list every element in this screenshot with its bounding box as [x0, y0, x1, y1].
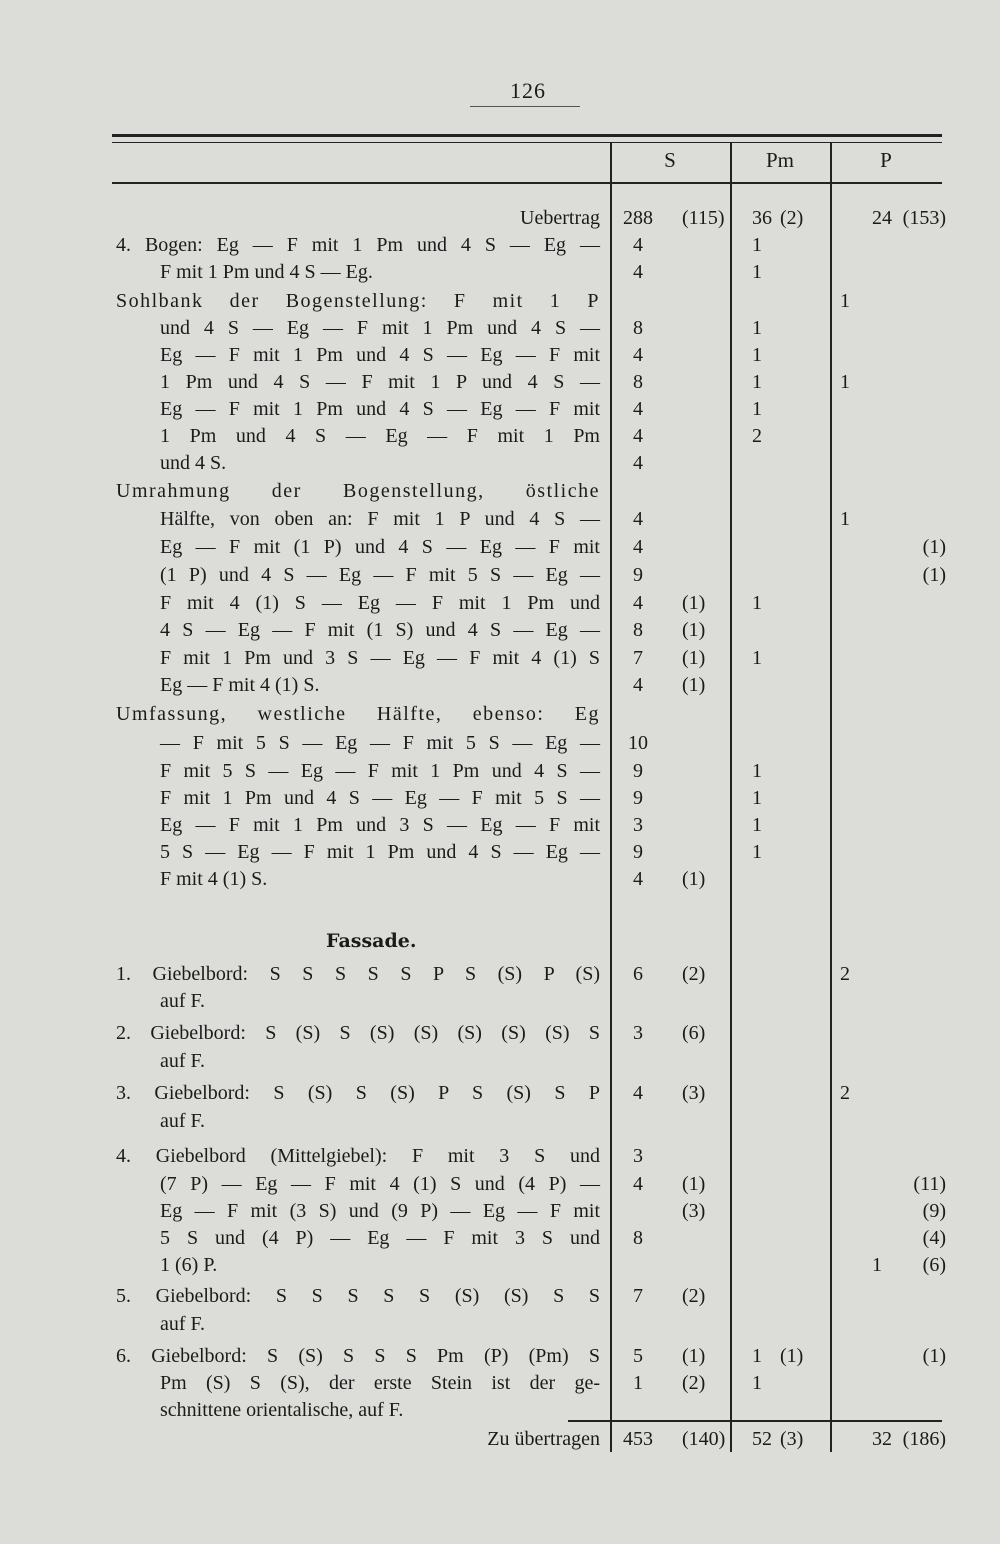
row-description: (7 P) — Eg — F mit 4 (1) S und (4 P) — [160, 1173, 600, 1195]
cell-s: 4 [633, 508, 643, 530]
cell-s: 9 [633, 787, 643, 809]
page-number-rule [470, 106, 580, 107]
cell-pm: 1 [752, 592, 762, 614]
cell-p: 24 [872, 207, 892, 229]
cell-s: 6 [633, 963, 643, 985]
cell-sp: (1) [682, 868, 706, 890]
row-description: F mit 5 S — Eg — F mit 1 Pm und 4 S — [160, 760, 600, 782]
column-header-pm: Pm [765, 148, 794, 172]
row-description: Zu übertragen [487, 1428, 600, 1450]
cell-s: 4 [633, 261, 643, 283]
row-description: 4 S — Eg — F mit (1 S) und 4 S — Eg — [160, 619, 600, 641]
row-description: auf F. [160, 1050, 206, 1072]
cell-pp: (1) [922, 536, 946, 558]
row-description: 1 (6) P. [160, 1254, 218, 1276]
cell-p: 2 [840, 1082, 850, 1104]
cell-s: 9 [633, 564, 643, 586]
cell-pm: 1 [752, 647, 762, 669]
cell-pmp: (2) [780, 207, 804, 229]
row-description: Eg — F mit 1 Pm und 4 S — Eg — F mit [160, 398, 600, 420]
cell-p: 1 [840, 290, 850, 312]
cell-s: 4 [633, 452, 643, 474]
cell-s: 4 [633, 592, 643, 614]
row-description: 6. Giebelbord: S (S) S S S Pm (P) (Pm) S [116, 1345, 600, 1367]
cell-p: 2 [840, 963, 850, 985]
row-description: 3. Giebelbord: S (S) S (S) P S (S) S P [116, 1082, 600, 1104]
row-description: Sohlbank der Bogenstellung: F mit 1 P [116, 290, 600, 312]
cell-s: 4 [633, 1173, 643, 1195]
cell-pm: 1 [752, 234, 762, 256]
row-description: Hälfte, von oben an: F mit 1 P und 4 S — [160, 508, 600, 530]
cell-pp: (186) [902, 1428, 946, 1450]
cell-s: 4 [633, 398, 643, 420]
cell-s: 3 [633, 814, 643, 836]
cell-pm: 1 [752, 814, 762, 836]
column-divider-s [610, 142, 612, 1452]
cell-pp: (9) [922, 1200, 946, 1222]
total-rule [568, 1420, 942, 1422]
cell-pmp: (3) [780, 1428, 804, 1450]
cell-pm: 1 [752, 1372, 762, 1394]
cell-s: 8 [633, 371, 643, 393]
row-description: F mit 4 (1) S. [160, 868, 268, 890]
row-description: auf F. [160, 1110, 206, 1132]
cell-pp: (1) [922, 564, 946, 586]
cell-s: 4 [633, 1082, 643, 1104]
cell-pm: 2 [752, 425, 762, 447]
cell-s: 4 [633, 536, 643, 558]
cell-pp: (6) [922, 1254, 946, 1276]
cell-sp: (1) [682, 1173, 706, 1195]
cell-pm: 36 [752, 207, 772, 229]
cell-s: 4 [633, 344, 643, 366]
row-description: schnittene orientalische, auf F. [160, 1399, 404, 1421]
cell-p: 1 [840, 371, 850, 393]
cell-s: 4 [633, 425, 643, 447]
row-description: und 4 S. [160, 452, 227, 474]
row-description: auf F. [160, 1313, 206, 1335]
cell-s: 7 [633, 1285, 643, 1307]
cell-pp: (4) [922, 1227, 946, 1249]
cell-sp: (6) [682, 1022, 706, 1044]
row-description: F mit 1 Pm und 3 S — Eg — F mit 4 (1) S [160, 647, 600, 669]
cell-pm: 1 [752, 398, 762, 420]
cell-pm: 52 [752, 1428, 772, 1450]
cell-sp: (1) [682, 647, 706, 669]
row-description: Eg — F mit 1 Pm und 4 S — Eg — F mit [160, 344, 600, 366]
column-header-p: P [880, 148, 892, 172]
column-header-s: S [664, 148, 676, 172]
cell-sp: (3) [682, 1200, 706, 1222]
cell-pm: 1 [752, 841, 762, 863]
section-heading: Fassade. [326, 930, 417, 952]
cell-s: 7 [633, 647, 643, 669]
cell-pp: (1) [922, 1345, 946, 1367]
cell-pm: 1 [752, 1345, 762, 1367]
row-description: Umfassung, westliche Hälfte, ebenso: Eg [116, 703, 600, 725]
cell-s: 4 [633, 674, 643, 696]
cell-pm: 1 [752, 317, 762, 339]
table-top-rule [112, 134, 942, 137]
cell-sp: (3) [682, 1082, 706, 1104]
row-description: F mit 4 (1) S — Eg — F mit 1 Pm und [160, 592, 600, 614]
cell-s: 8 [633, 317, 643, 339]
row-description: 5 S und (4 P) — Eg — F mit 3 S und [160, 1227, 600, 1249]
row-description: 5. Giebelbord: S S S S S (S) (S) S S [116, 1285, 600, 1307]
row-description: F mit 1 Pm und 4 S — Eg. [160, 261, 373, 283]
row-description: Pm (S) S (S), der erste Stein ist der ge- [160, 1372, 600, 1394]
cell-pm: 1 [752, 760, 762, 782]
row-description: 5 S — Eg — F mit 1 Pm und 4 S — Eg — [160, 841, 600, 863]
cell-pp: (11) [913, 1173, 946, 1195]
row-description: 1. Giebelbord: S S S S S P S (S) P (S) [116, 963, 600, 985]
cell-p: 1 [872, 1254, 882, 1276]
cell-s: 4 [633, 868, 643, 890]
row-description: — F mit 5 S — Eg — F mit 5 S — Eg — [160, 732, 600, 754]
cell-s: 8 [633, 1227, 643, 1249]
row-description: 1 Pm und 4 S — Eg — F mit 1 Pm [160, 425, 600, 447]
row-description: 4. Bogen: Eg — F mit 1 Pm und 4 S — Eg — [116, 234, 600, 256]
row-description: Eg — F mit (1 P) und 4 S — Eg — F mit [160, 536, 600, 558]
cell-pm: 1 [752, 261, 762, 283]
cell-sp: (2) [682, 1285, 706, 1307]
cell-sp: (1) [682, 674, 706, 696]
column-divider-pm [730, 142, 732, 1452]
page-number: 126 [510, 78, 546, 103]
cell-sp: (115) [682, 207, 725, 229]
cell-sp: (140) [682, 1428, 726, 1450]
row-description: Uebertrag [520, 207, 600, 229]
cell-p: 1 [840, 508, 850, 530]
cell-pm: 1 [752, 344, 762, 366]
row-description: 1 Pm und 4 S — F mit 1 P und 4 S — [160, 371, 600, 393]
cell-s: 288 [623, 207, 653, 229]
row-description: und 4 S — Eg — F mit 1 Pm und 4 S — [160, 317, 600, 339]
row-description: (1 P) und 4 S — Eg — F mit 5 S — Eg — [160, 564, 600, 586]
row-description: Eg — F mit 4 (1) S. [160, 674, 320, 696]
row-description: Umrahmung der Bogenstellung, östliche [116, 480, 600, 502]
column-divider-p [830, 142, 832, 1452]
row-description: 2. Giebelbord: S (S) S (S) (S) (S) (S) (S) S [116, 1022, 600, 1044]
cell-sp: (1) [682, 592, 706, 614]
row-description: F mit 1 Pm und 4 S — Eg — F mit 5 S — [160, 787, 600, 809]
table-top-rule-thin [112, 142, 942, 143]
cell-p: 32 [872, 1428, 892, 1450]
row-description: 4. Giebelbord (Mittelgiebel): F mit 3 S und [116, 1145, 600, 1167]
cell-sp: (1) [682, 619, 706, 641]
row-description: Eg — F mit 1 Pm und 3 S — Eg — F mit [160, 814, 600, 836]
cell-pm: 1 [752, 371, 762, 393]
cell-s: 4 [633, 234, 643, 256]
header-bottom-rule [112, 182, 942, 184]
cell-sp: (2) [682, 963, 706, 985]
cell-s: 5 [633, 1345, 643, 1367]
cell-s: 3 [633, 1022, 643, 1044]
row-description: Eg — F mit (3 S) und (9 P) — Eg — F mit [160, 1200, 600, 1222]
row-description: auf F. [160, 990, 206, 1012]
cell-s: 9 [633, 841, 643, 863]
cell-s: 9 [633, 760, 643, 782]
cell-pp: (153) [902, 207, 946, 229]
cell-pm: 1 [752, 787, 762, 809]
cell-s: 3 [633, 1145, 643, 1167]
cell-sp: (1) [682, 1345, 706, 1367]
cell-s: 8 [633, 619, 643, 641]
cell-s: 453 [623, 1428, 653, 1450]
cell-s: 10 [628, 732, 648, 754]
cell-sp: (2) [682, 1372, 706, 1394]
cell-pmp: (1) [780, 1345, 804, 1367]
cell-s: 1 [633, 1372, 643, 1394]
